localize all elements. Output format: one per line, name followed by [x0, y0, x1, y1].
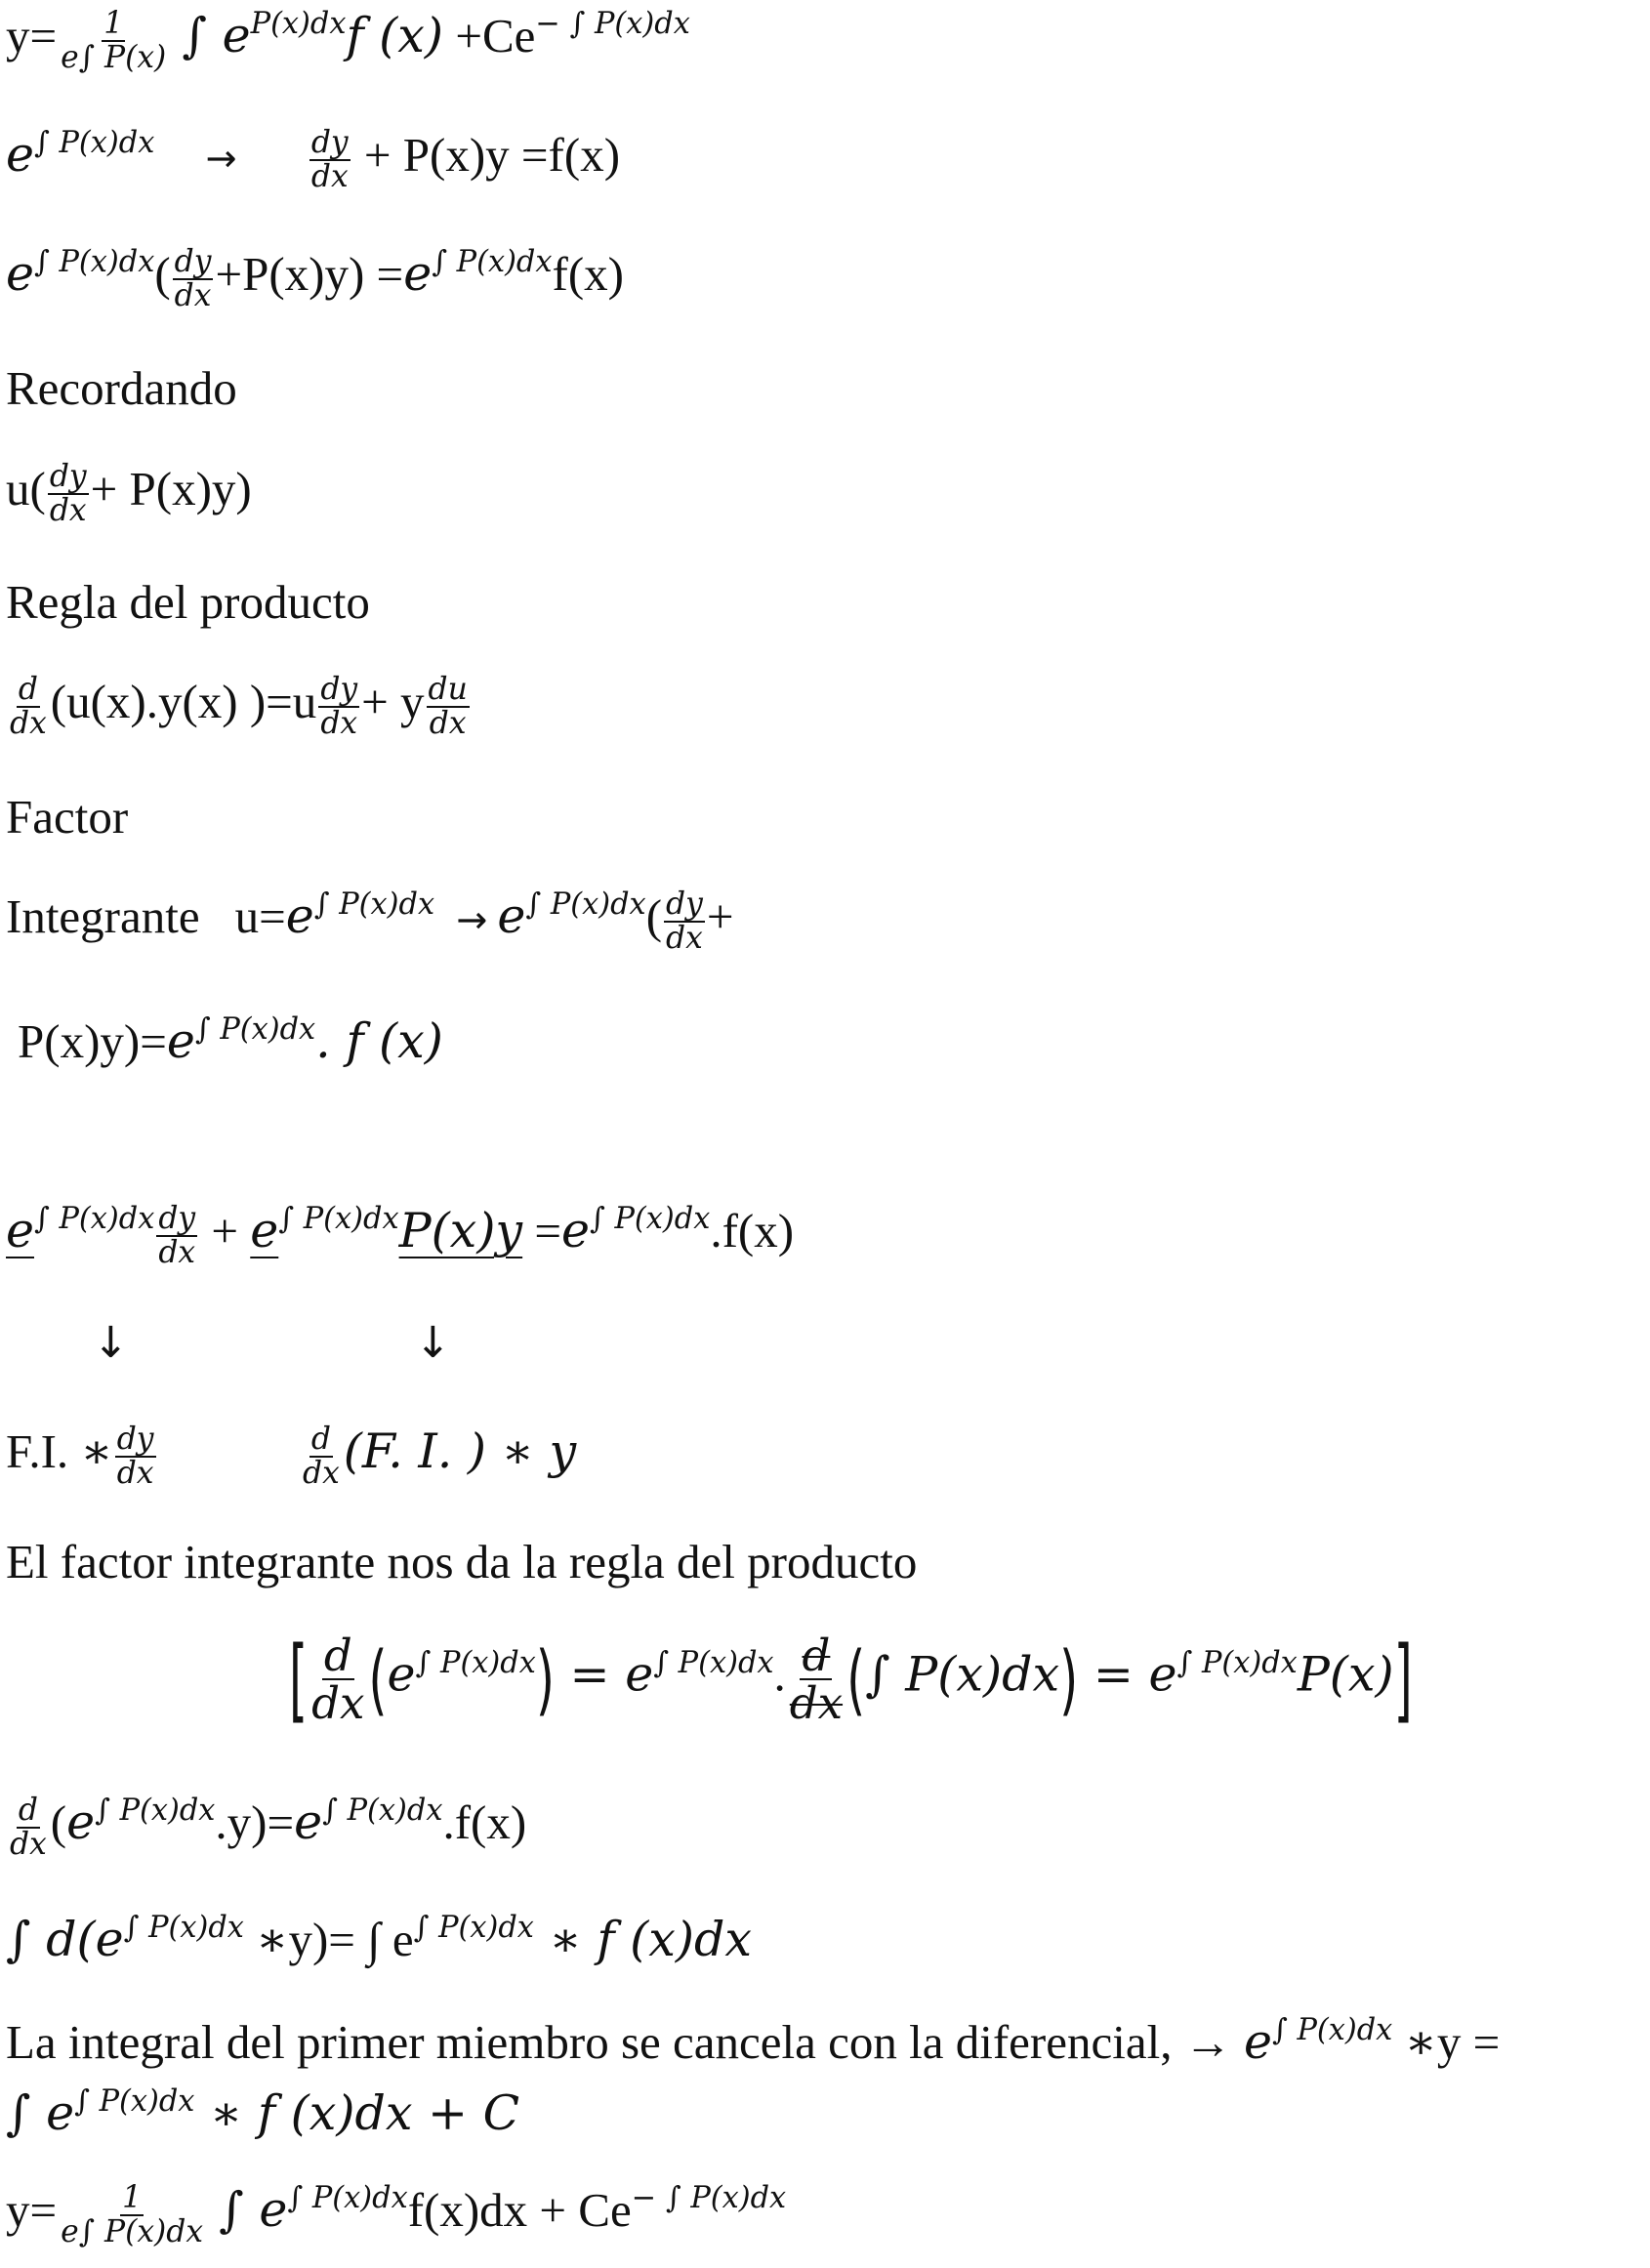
- equation-integrating-factor: Integrante u=e∫ P(x)dx → e∫ P(x)dx( $\frac{dy}{dx}$ +: [6, 887, 734, 956]
- fraction: $\frac{d}{dx}$: [303, 1422, 340, 1491]
- fraction-d-dx: $\frac{d}{dx}$: [10, 672, 47, 741]
- equation-final-solution: y= $\frac{1}{e\int P(x)dx}$ ∫ e∫ P(x)dxf(x)dx + Ce− ∫ P(x)dx: [6, 2180, 787, 2249]
- equation-continued: P(x)y)=e∫ P(x)dx. f (x): [18, 1012, 443, 1069]
- underlined-term-2: e∫ P(x)dxP(x)y: [250, 1202, 523, 1259]
- fraction: $\frac{dy}{dx}$: [666, 887, 703, 956]
- fx: f (x): [346, 8, 444, 64]
- paragraph-cancel: La integral del primer miembro se cancela con la diferencial, → e∫ P(x)dx ∗y =: [6, 2013, 1501, 2070]
- arrow-down-icon: ↓: [415, 1318, 451, 1368]
- y-equals: y=: [6, 9, 58, 63]
- equation-continued-2: ∫ e∫ P(x)dx ∗ f (x)dx + C: [6, 2084, 520, 2141]
- underlined-term-1: e∫ P(x)dx $\frac{dy}{dx}$: [6, 1201, 196, 1270]
- equation-integral: ∫ d(e∫ P(x)dx ∗y)= ∫ e∫ P(x)dx ∗ f (x)dx: [6, 1911, 752, 1967]
- heading-recordando: Recordando: [6, 361, 237, 415]
- fraction: $\frac{1}{e\int P(x)}$: [61, 6, 167, 75]
- equation-fi: F.I. ∗ $\frac{dy}{dx}$ $\frac{d}{dx}$ (F. I. ) ∗ y: [6, 1422, 577, 1491]
- fraction: $\frac{dy}{dx}$: [116, 1422, 154, 1491]
- equation-derivative: $\frac{d}{dx}$ (e∫ P(x)dx.y)=e∫ P(x)dx.f(x): [10, 1793, 527, 1862]
- arrow-right-icon: →: [456, 899, 488, 943]
- fraction: $\frac{d}{dx}$: [311, 1629, 365, 1730]
- equation-general-solution: [6, 8, 690, 74]
- arrow-right-icon: →: [205, 138, 237, 182]
- fraction: $\frac{du}{dx}$: [428, 672, 468, 741]
- heading-regla: Regla del producto: [6, 575, 370, 629]
- equation-underlined: e∫ P(x)dx $\frac{dy}{dx}$ + e∫ P(x)dxP(x)y =e∫ P(x)dx.f(x): [6, 1201, 795, 1270]
- integral: ∫ e: [182, 8, 251, 64]
- struck-fraction: $\frac{d}{dx}$: [789, 1629, 844, 1730]
- heading-factor: Factor: [6, 790, 129, 844]
- fraction-dy-dx: $\frac{dy}{dx}$: [49, 459, 87, 528]
- fraction-dy-dx: $\frac{dy}{dx}$: [174, 244, 212, 313]
- equation-linear-form: e∫ P(x)dx → $\frac{dy}{dx}$ + P(x)y =f(x): [6, 125, 621, 194]
- exponent: − ∫ P(x)dx: [535, 7, 690, 42]
- fraction: $\frac{dy}{dx}$: [158, 1201, 196, 1270]
- fraction: $\frac{1}{e\int P(x)dx}$: [61, 2180, 204, 2249]
- arrow-down-icon: ↓: [93, 1318, 129, 1368]
- equation-bracketed: [ $\frac{d}{dx}$ (e∫ P(x)dx) = e∫ P(x)dx. $\frac{d}{dx}$ (∫ P(x)dx) = e∫ P(x)dxP(x)]: [289, 1627, 1413, 1733]
- fraction: $\frac{d}{dx}$: [10, 1793, 47, 1862]
- fraction-dy-dx: $\frac{dy}{dx}$: [310, 125, 349, 194]
- constant-term: +Ce: [443, 9, 536, 63]
- exponent: P(x)dx: [250, 7, 347, 42]
- equation-product-rule: $\frac{d}{dx}$ (u(x).y(x) )=u $\frac{dy}{dx}$ + y $\frac{du}{dx}$: [10, 672, 468, 741]
- paragraph-factor-integrante: El factor integrante nos da la regla del producto: [6, 1535, 918, 1588]
- equation-u: u( $\frac{dy}{dx}$ + P(x)y): [6, 459, 252, 528]
- fraction: $\frac{dy}{dx}$: [320, 672, 358, 741]
- equation-multiplied: e∫ P(x)dx( $\frac{dy}{dx}$ +P(x)y) =e∫ P(x)dxf(x): [6, 244, 624, 313]
